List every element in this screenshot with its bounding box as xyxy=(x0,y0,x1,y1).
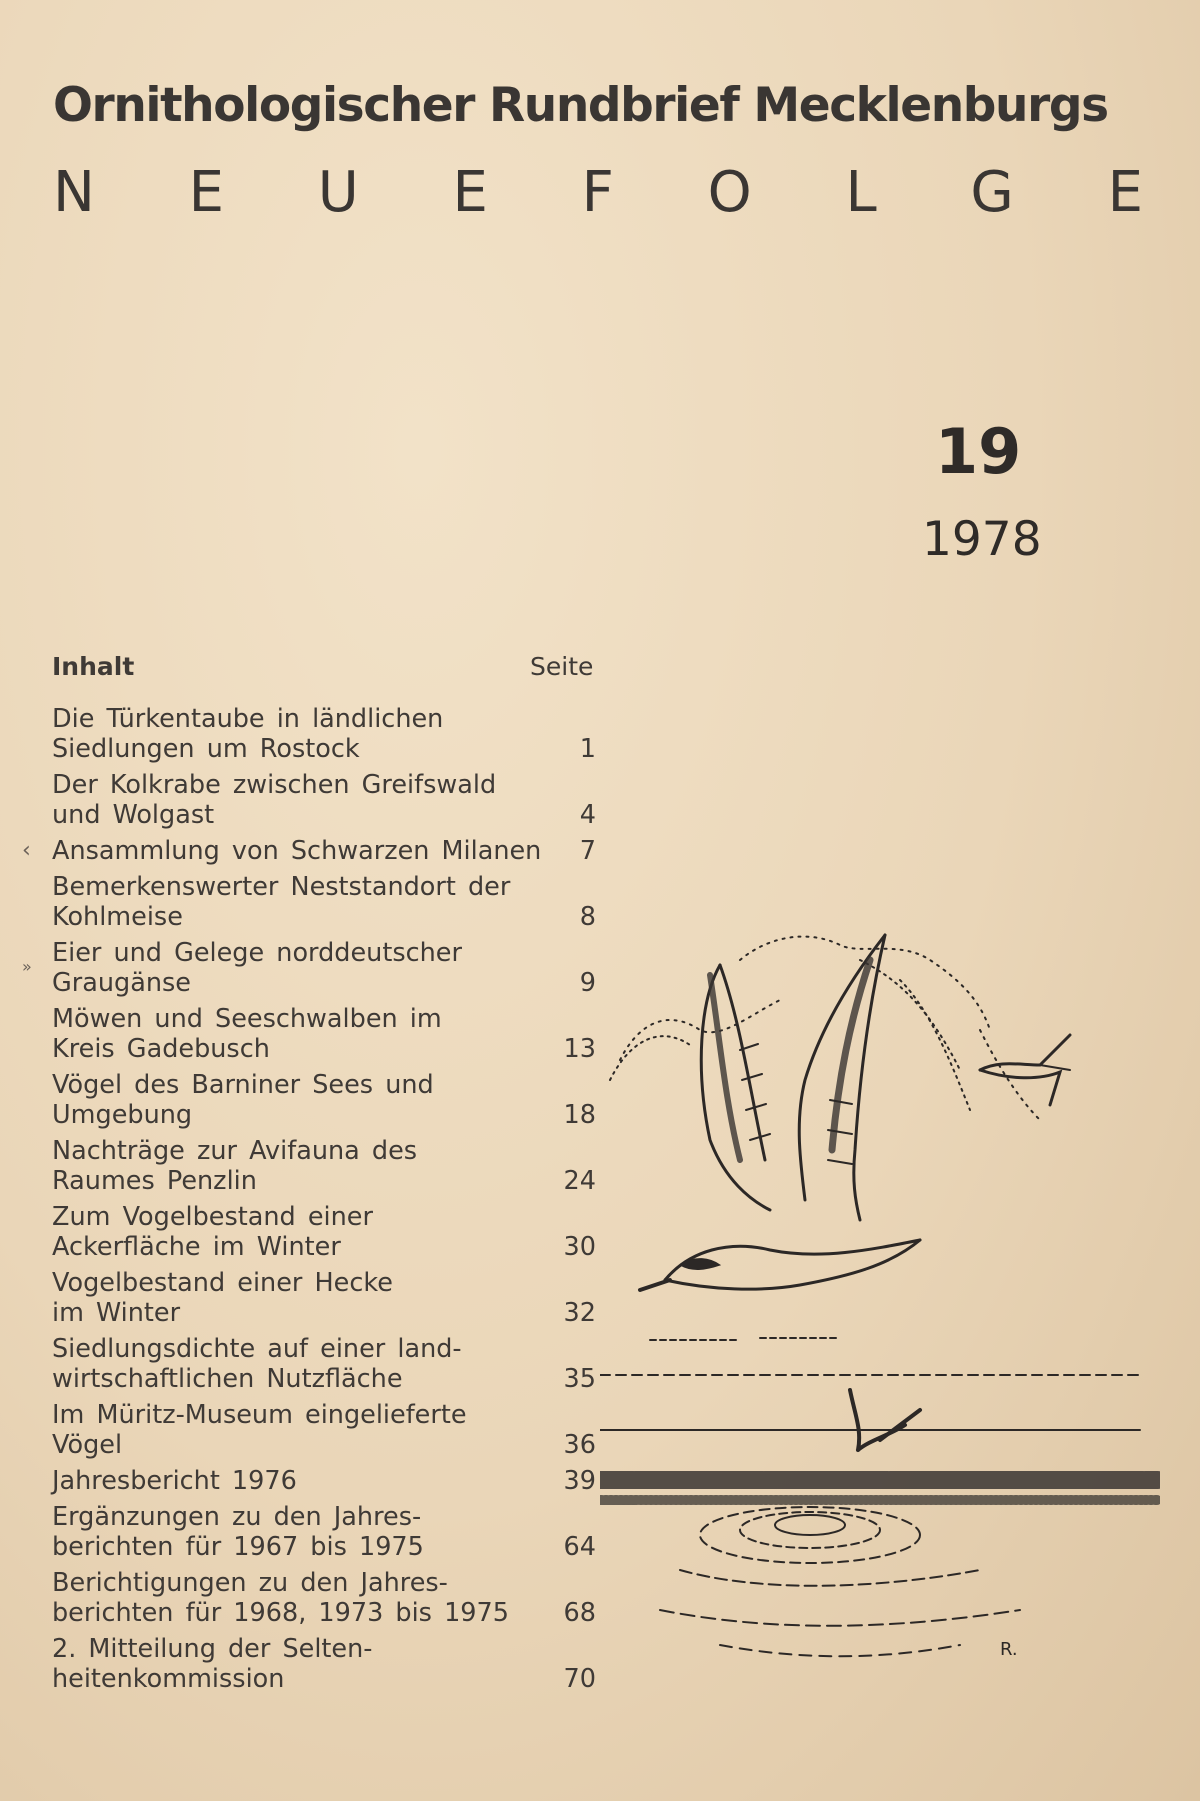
toc-entry-title-line: Umgebung xyxy=(52,1100,193,1130)
toc-entry-title-line: Möwen und Seeschwalben im xyxy=(52,1004,442,1034)
toc-entry xyxy=(52,1502,600,1562)
toc-entry-page-number: 36 xyxy=(563,1430,596,1460)
toc-entry-title-line: Berichtigungen zu den Jahres- xyxy=(52,1568,448,1598)
toc-entry xyxy=(52,1634,600,1694)
toc-entry-title-line: Graugänse xyxy=(52,968,191,998)
toc-entry-title-line: heitenkommission xyxy=(52,1664,285,1694)
subtitle-letter: E xyxy=(452,160,488,225)
toc-entry-page-number: 70 xyxy=(563,1664,596,1694)
toc-entry-page-number: 1 xyxy=(579,734,596,764)
toc-entry-title-line: Siedlungen um Rostock xyxy=(52,734,360,764)
subtitle-letter: E xyxy=(1107,160,1143,225)
issue-year: 1978 xyxy=(922,512,1042,567)
toc-entry-title-line: Die Türkentaube in ländlichen xyxy=(52,704,444,734)
toc-entry xyxy=(52,1400,600,1460)
toc-entry-title-line: Jahresbericht 1976 xyxy=(52,1466,297,1496)
toc-entry-page-number: 64 xyxy=(563,1532,596,1562)
subtitle-letter: O xyxy=(707,160,752,225)
toc-entry-title-line: Ansammlung von Schwarzen Milanen xyxy=(52,836,542,866)
toc-entry-page-number: 68 xyxy=(563,1598,596,1628)
toc-entry-title-line: Der Kolkrabe zwischen Greifswald xyxy=(52,770,497,800)
toc-entry xyxy=(52,1136,600,1196)
table-of-contents xyxy=(52,704,600,1700)
toc-entry-page-number: 7 xyxy=(579,836,596,866)
subtitle-letter: L xyxy=(845,160,877,225)
subtitle-letter: G xyxy=(970,160,1014,225)
toc-entry-title-line: Bemerkenswerter Neststandort der xyxy=(52,872,511,902)
toc-entry xyxy=(52,770,600,830)
toc-entry-page-number: 35 xyxy=(563,1364,596,1394)
seabirds-over-water-icon xyxy=(600,920,1160,1680)
toc-entry xyxy=(52,836,600,866)
toc-entry-title-line: Kohlmeise xyxy=(52,902,183,932)
toc-entry-title-line: Vogelbestand einer Hecke xyxy=(52,1268,393,1298)
issue-number: 19 xyxy=(935,415,1022,488)
toc-entry-title-line: berichten für 1968, 1973 bis 1975 xyxy=(52,1598,509,1628)
toc-entry-title-line: Nachträge zur Avifauna des xyxy=(52,1136,418,1166)
toc-entry-page-number: 24 xyxy=(563,1166,596,1196)
toc-entry-title-line: 2. Mitteilung der Selten- xyxy=(52,1634,373,1664)
toc-entry-title-line: Raumes Penzlin xyxy=(52,1166,257,1196)
toc-entry xyxy=(52,1202,600,1262)
toc-entry xyxy=(52,1466,600,1496)
toc-entry-title-line: Vögel des Barniner Sees und xyxy=(52,1070,434,1100)
toc-entry-page-number: 13 xyxy=(563,1034,596,1064)
toc-entry-title-line: Ackerfläche im Winter xyxy=(52,1232,341,1262)
toc-entry-title-line: Vögel xyxy=(52,1430,123,1460)
toc-entry xyxy=(52,938,600,998)
subtitle-letter: F xyxy=(581,160,614,225)
subtitle-letter: E xyxy=(188,160,225,225)
toc-entry-title-line: berichten für 1967 bis 1975 xyxy=(52,1532,424,1562)
toc-entry-title-line: Zum Vogelbestand einer xyxy=(52,1202,373,1232)
journal-subtitle xyxy=(53,160,1143,225)
toc-entry-title-line: Ergänzungen zu den Jahres- xyxy=(52,1502,422,1532)
toc-entry-title-line: im Winter xyxy=(52,1298,181,1328)
toc-entry xyxy=(52,1268,600,1328)
toc-heading: Inhalt xyxy=(52,652,135,681)
toc-entry-title-line: wirtschaftlichen Nutzfläche xyxy=(52,1364,403,1394)
margin-mark: ‹ xyxy=(22,838,31,863)
toc-entry xyxy=(52,704,600,764)
illustration-signature: R. xyxy=(1000,1639,1018,1660)
margin-mark: » xyxy=(22,957,32,976)
toc-entry-page-number: 9 xyxy=(579,968,596,998)
toc-entry-page-number: 30 xyxy=(563,1232,596,1262)
subtitle-letter: U xyxy=(317,160,359,225)
toc-entry-title-line: Siedlungsdichte auf einer land- xyxy=(52,1334,462,1364)
toc-entry-title-line: und Wolgast xyxy=(52,800,215,830)
toc-entry-title-line: Im Müritz-Museum eingelieferte xyxy=(52,1400,467,1430)
toc-entry-page-number: 8 xyxy=(579,902,596,932)
toc-entry xyxy=(52,1568,600,1628)
toc-page-heading: Seite xyxy=(530,652,594,681)
journal-title: Ornithologischer Rundbrief Mecklenburgs xyxy=(53,78,1108,133)
toc-entry-title-line: Kreis Gadebusch xyxy=(52,1034,270,1064)
toc-entry-title-line: Eier und Gelege norddeutscher xyxy=(52,938,462,968)
toc-entry xyxy=(52,1004,600,1064)
toc-entry-page-number: 18 xyxy=(563,1100,596,1130)
toc-entry-page-number: 39 xyxy=(563,1466,596,1496)
toc-entry-page-number: 4 xyxy=(579,800,596,830)
toc-entry xyxy=(52,1334,600,1394)
toc-entry xyxy=(52,872,600,932)
toc-entry-page-number: 32 xyxy=(563,1298,596,1328)
subtitle-letter: N xyxy=(53,160,95,225)
toc-entry xyxy=(52,1070,600,1130)
